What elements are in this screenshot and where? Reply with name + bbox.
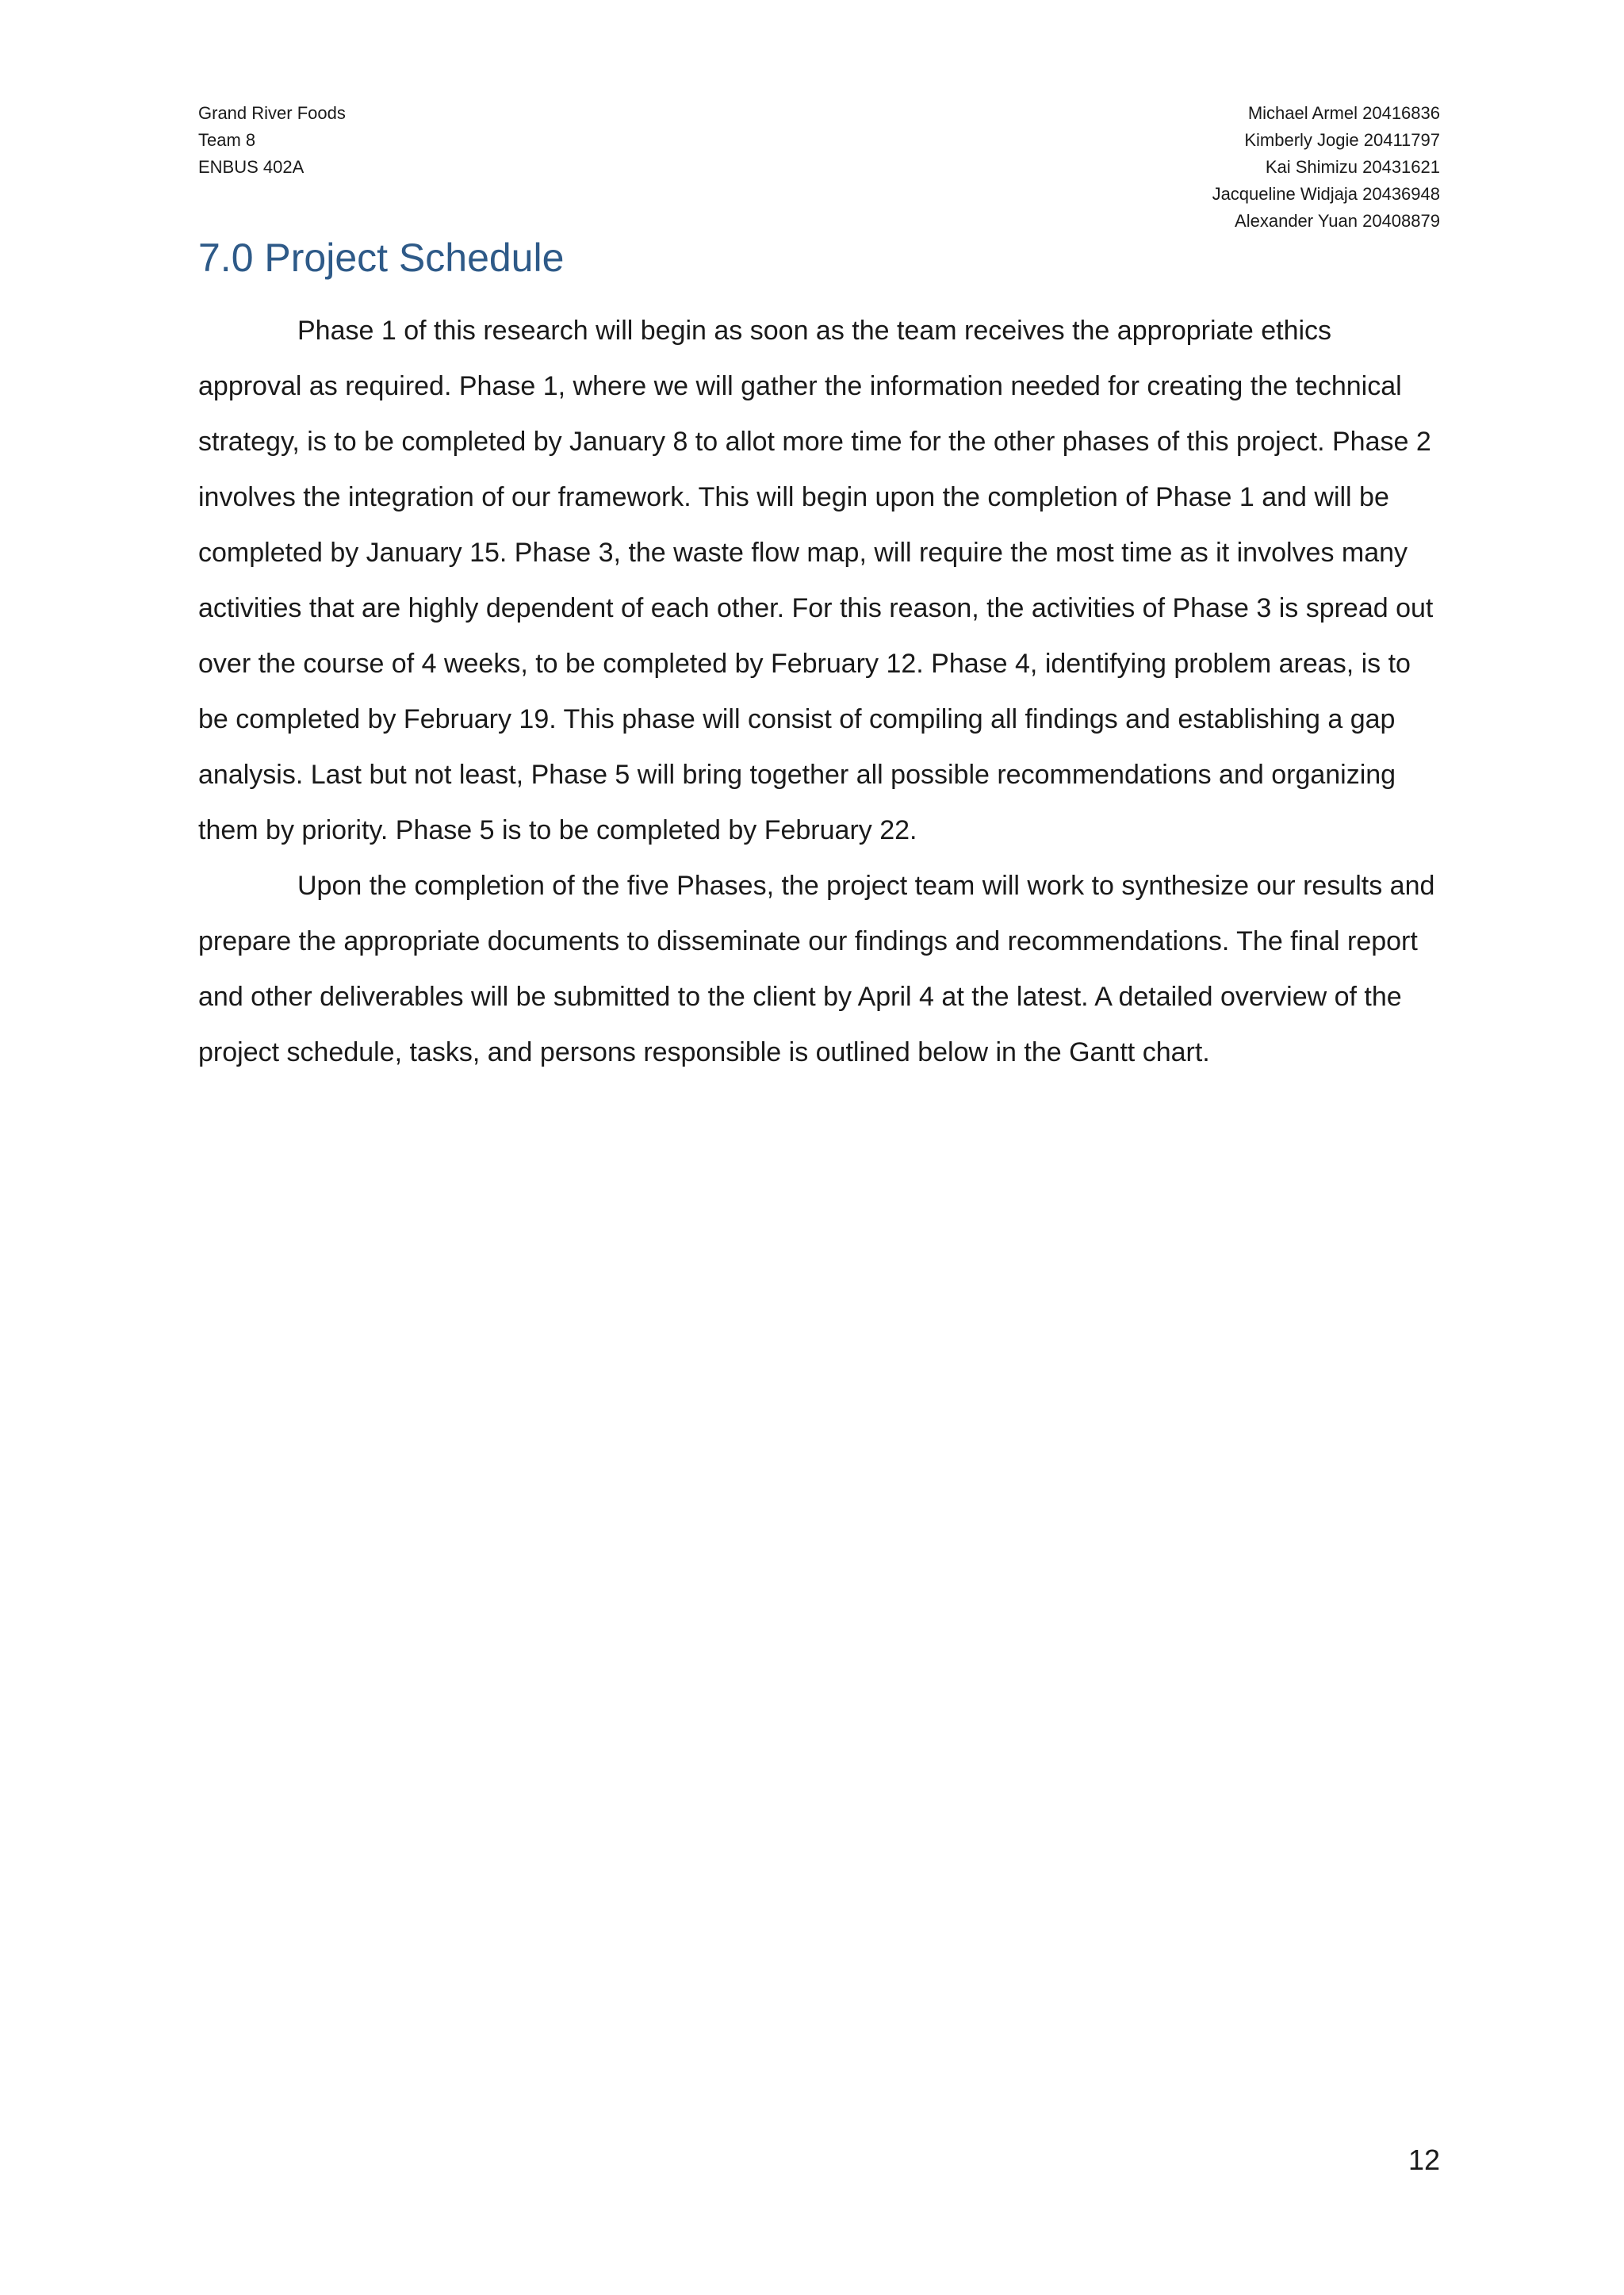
header-right-block bbox=[1212, 100, 1440, 235]
body-text bbox=[198, 303, 1440, 1080]
page-number: 12 bbox=[1408, 2144, 1440, 2176]
section-title: 7.0 Project Schedule bbox=[198, 236, 565, 280]
header-left-block bbox=[198, 100, 346, 181]
paragraph: Upon the completion of the five Phases, the project team will work to synthesize our results and prepare the appropriate documents to disseminate our findings and recommendations. The final report and other deliverables will be submitted to the client by April 4 at the latest. A detailed overview of the project schedule, tasks, and persons responsible is outlined below in the Gantt chart. bbox=[198, 871, 1435, 1067]
header-company: Grand River Foods bbox=[198, 103, 346, 123]
header-author: Kai Shimizu 20431621 bbox=[1265, 157, 1440, 177]
header-author: Jacqueline Widjaja 20436948 bbox=[1212, 184, 1440, 204]
header-team: Team 8 bbox=[198, 130, 256, 150]
header-course: ENBUS 402A bbox=[198, 157, 304, 177]
paragraph: Phase 1 of this research will begin as soon as the team receives the appropriate ethics approval as required. Phase 1, where we will gather the information needed for creating the technical strategy, is to be completed by January 8 to allot more time for the other phases of this project. Phase 2 involves the integration of our framework. This will begin upon the completion of Phase 1 and will be completed by January 15. Phase 3, the waste flow map, will require the most time as it involves many activities that are highly dependent of each other. For this reason, the activities of Phase 3 is spread out over the course of 4 weeks, to be completed by February 12. Phase 4, identifying problem areas, is to be completed by February 19. This phase will consist of compiling all findings and establishing a gap analysis. Last but not least, Phase 5 will bring together all possible recommendations and organizing them by priority. Phase 5 is to be completed by February 22. bbox=[198, 316, 1434, 845]
header-author: Alexander Yuan 20408879 bbox=[1235, 211, 1440, 231]
header-author: Kimberly Jogie 20411797 bbox=[1244, 130, 1440, 150]
header-author: Michael Armel 20416836 bbox=[1247, 103, 1440, 123]
